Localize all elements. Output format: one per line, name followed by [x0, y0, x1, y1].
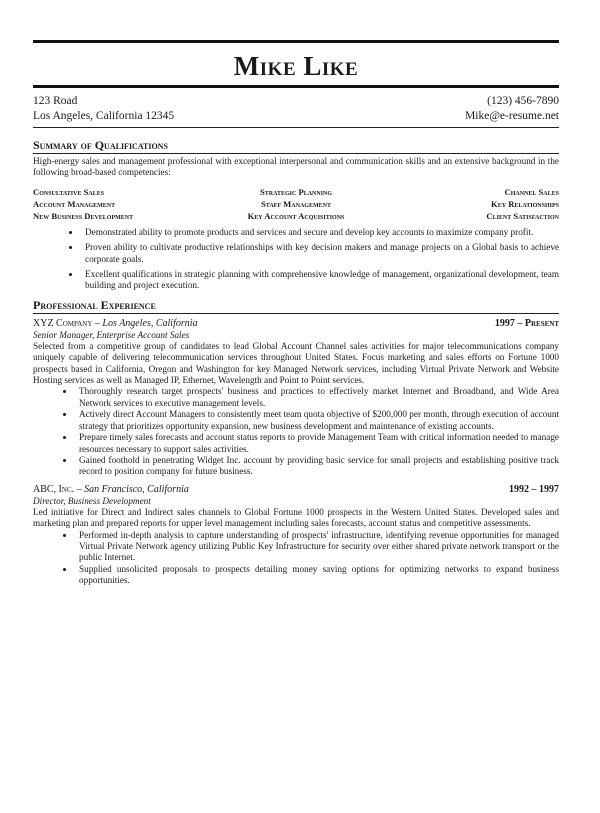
- competencies-grid: [33, 186, 559, 222]
- job-dates: 1992 – 1997: [509, 483, 559, 495]
- job-bullet: • Actively direct Account Managers to consistently meet team quota objective of $200,000 per month, through execution of account strategy that prioritizes opportunity expansion, new business development and maintenance of existing accounts.: [75, 409, 559, 432]
- competency: Key Relationships: [491, 198, 559, 209]
- job-bullet: • Gained foothold in penetrating Widget Inc. account by providing basic service for small projects and establishing positive track record to position company for future business.: [75, 455, 559, 478]
- job-description: Selected from a competitive group of candidates to lead Global Account Channel sales activities for major telecommunications company uniquely capable of delivering telecommunication services throughout United States. Focus marketing and sales efforts on Fortune 1000 prospects based in California, Oregon and Washington for key Managed Network services, including Virtual Private Network and Website Hosting services as well as Managed IP, Ethernet, Wavelength and Point to Point services.: [33, 340, 559, 386]
- contact-rule: [33, 127, 559, 128]
- job-bullets: [33, 386, 559, 477]
- company-location: San Francisco, California: [84, 483, 189, 495]
- competency: Strategic Planning: [259, 186, 333, 197]
- job-role: Senior Manager, Enterprise Account Sales: [33, 329, 190, 340]
- job-description: Led initiative for Direct and Indirect sales channels to Global Fortune 1000 prospects in the Western United States. Developed sales and marketing plan and prepared reports for upper level management including sales forecasts, account status and competitive assessments.: [33, 506, 559, 529]
- competency: Consultative Sales: [33, 186, 105, 197]
- candidate-name: Mike Like: [233, 51, 359, 81]
- competency: Client Satisfaction: [486, 210, 559, 221]
- job-bullets: [33, 530, 559, 587]
- address-line-1: 123 Road: [33, 95, 78, 107]
- competency: Channel Sales: [504, 186, 559, 197]
- address-line-2: Los Angeles, California 12345: [33, 110, 175, 122]
- top-rule: [33, 40, 559, 43]
- contact-info: [465, 94, 559, 124]
- job-employer: ABC, Inc. – San Francisco, California: [33, 483, 189, 495]
- email-address: Mike@e-resume.net: [465, 110, 559, 122]
- summary-bullet: • Proven ability to cultivate productive relationships with key decision makers and manage projects on a Global basis to achieve corporate goals.: [81, 242, 559, 265]
- contact-block: [33, 94, 559, 124]
- job-employer: XYZ Company – Los Angeles, California: [33, 317, 198, 329]
- job-header: [33, 484, 559, 496]
- company-name: ABC, Inc.: [33, 483, 75, 495]
- company-location: Los Angeles, California: [102, 317, 198, 329]
- summary-heading: Summary of Qualifications: [33, 138, 559, 154]
- job-bullet: • Thoroughly research target prospects' business and practices to effectively market Internet and Broadband, and Wide Area Network services to executive management levels.: [75, 386, 559, 409]
- job-header: [33, 318, 559, 330]
- company-name: XYZ Company: [33, 317, 93, 329]
- phone-number: (123) 456-7890: [487, 95, 559, 107]
- job-dates: 1997 – Present: [494, 317, 559, 329]
- competency: Staff Management: [261, 198, 331, 209]
- job-entry: [33, 484, 559, 587]
- summary-bullet: • Demonstrated ability to promote products and services and secure and develop key accounts to maximize company profit.: [81, 227, 559, 238]
- job-role: Director, Business Development: [33, 495, 151, 506]
- job-bullet: • Prepare timely sales forecasts and account status reports to provide Management Team with critical information needed to manage resources necessary to support sales activities.: [75, 432, 559, 455]
- summary-bullet: • Excellent qualifications in strategic planning with comprehensive knowledge of management, organizational development, team building and project execution.: [81, 269, 559, 292]
- summary-intro: High-energy sales and management professional with exceptional interpersonal and communication skills and an extensive background in the following broad-based competencies:: [33, 156, 559, 178]
- name-rule: [33, 85, 559, 88]
- experience-heading: Professional Experience: [33, 298, 559, 314]
- summary-bullets: [33, 227, 559, 292]
- job-bullet: • Performed in-depth analysis to capture understanding of prospects' infrastructure, identifying revenue opportunities for managed Virtual Private Network agency utilizing Public Key Infrastructure for security over either shared private network transport or the public Internet.: [75, 530, 559, 564]
- job-entry: [33, 318, 559, 478]
- competency: Account Management: [33, 198, 116, 209]
- competency: New Business Development: [33, 210, 134, 221]
- resume-page: [33, 40, 559, 587]
- job-bullet: • Supplied unsolicited proposals to prospects detailing money saving options for optimizing networks to expand business opportunities.: [75, 564, 559, 587]
- competency: Key Account Acquisitions: [247, 210, 345, 221]
- address: [33, 94, 174, 124]
